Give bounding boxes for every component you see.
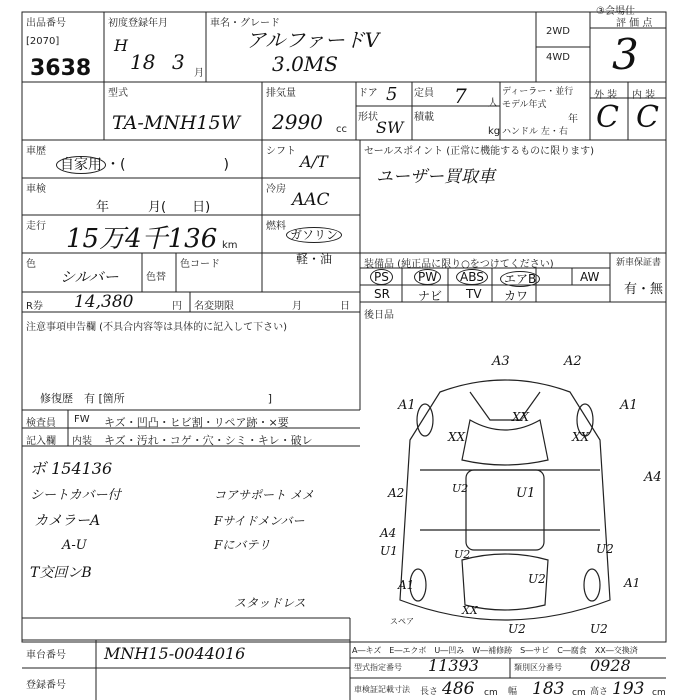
price-unit: 円 <box>172 301 182 312</box>
damage-mark: XX <box>512 410 530 424</box>
damage-mark: A1 <box>624 576 641 590</box>
equip-tv: TV <box>466 287 482 301</box>
inspector-exterior-line: キズ・凹凸・ヒビ割・リペア跡・×要 <box>104 416 289 429</box>
model-name: アルファードV <box>246 28 380 52</box>
model-year-label: モデル年式 <box>502 100 547 110</box>
inspector-label-1: 検査員 <box>26 418 56 429</box>
dimension-label: 車検証記載寸法 <box>354 685 410 694</box>
displacement-value: 2990 <box>272 110 323 134</box>
interior-label: 内 装 <box>632 90 656 101</box>
doors-value: 5 <box>386 84 398 105</box>
color-shade-label: 色替 <box>146 272 166 283</box>
damage-mark: A1 <box>398 578 415 592</box>
registration-label: 登録番号 <box>26 680 66 691</box>
mileage-unit: km <box>222 240 238 251</box>
kg-unit: kg <box>488 126 501 137</box>
reg-label: 初度登録年月 <box>108 18 168 29</box>
after-items-label: 後日品 <box>364 310 394 321</box>
equip-abs <box>456 270 488 284</box>
drive-4wd: 4WD <box>546 52 570 63</box>
inspection-label: 車検 <box>26 184 46 195</box>
note-seat-cover: シートカバー付 <box>30 488 121 503</box>
inspector-interior-line: キズ・汚れ・コゲ・穴・シミ・キレ・破レ <box>104 434 313 447</box>
color-value: シルバー <box>60 268 119 286</box>
equip-ps <box>370 270 393 284</box>
note-member: Fサイドメンバー <box>214 514 305 528</box>
equip-ps-text: PS <box>370 269 393 285</box>
shift-value: A/T <box>300 152 328 171</box>
drive-2wd: 2WD <box>546 26 570 37</box>
exterior-grade: C <box>596 100 619 135</box>
price-value: 14,380 <box>74 292 134 312</box>
shift-label: シフト <box>266 146 296 157</box>
equip-sr: SR <box>374 287 390 301</box>
lot-number: 3638 <box>30 56 92 81</box>
cooler-value: AAC <box>292 190 330 210</box>
note-camera: カメラーA <box>34 513 101 529</box>
damage-mark: U1 <box>516 486 536 501</box>
damage-mark: A4 <box>380 526 397 540</box>
score: 3 <box>612 30 639 79</box>
name-change-label: 名変期限 <box>194 301 234 312</box>
height-unit: cm <box>652 688 666 698</box>
caution-label: 注意事項申告欄 (不具合内容等は具体的に記入して下さい) <box>26 322 287 333</box>
fuel-diesel: 軽・油 <box>296 252 333 266</box>
usage-field <box>56 154 229 174</box>
width-label: 幅 <box>508 687 518 697</box>
reg-month: 3 <box>172 50 185 74</box>
width-unit: cm <box>572 688 586 698</box>
damage-mark: XX <box>572 430 590 444</box>
mileage-value: 15万4千136 <box>66 224 218 254</box>
usage-label: 車歴 <box>26 146 46 157</box>
cc-unit: cc <box>336 124 347 135</box>
type-value: TA-MNH15W <box>112 112 241 134</box>
equip-pw-text: PW <box>414 269 441 285</box>
fuel-label: 燃料 <box>266 221 286 232</box>
damage-mark: U2 <box>596 542 614 556</box>
damage-mark: U2 <box>508 622 526 636</box>
damage-legend: A―キズ E―エクボ U―凹み W―補修跡 S―サビ C―腐食 XX―交換済 <box>352 646 638 655</box>
inspector-label-2: 記入欄 <box>26 436 56 447</box>
equip-aw: AW <box>580 270 600 284</box>
note-odo: ボ 154136 <box>30 459 113 478</box>
equip-abs-text: ABS <box>456 269 488 285</box>
shape-label: 形状 <box>358 112 378 123</box>
load-label: 積載 <box>414 112 434 123</box>
damage-mark: XX <box>462 604 478 617</box>
fuel-gasoline <box>286 226 342 243</box>
category-number-value: 0928 <box>590 656 631 675</box>
note-support: コアサポート メメ <box>214 488 314 502</box>
interior-grade: C <box>636 100 659 135</box>
equip-navi: ナビ <box>418 289 443 303</box>
damage-mark: A4 <box>644 470 662 485</box>
model-name-label: 車名・グレード <box>210 18 280 29</box>
lot-label: 出品番号 <box>26 18 66 29</box>
note-au: A-U <box>62 538 87 553</box>
equipment-label: 装備品 (純正品に限り○をつけてください) <box>364 259 554 270</box>
damage-mark: U1 <box>380 544 398 558</box>
note-studless: スタッドレス <box>234 596 306 610</box>
displacement-label: 排気量 <box>266 88 296 99</box>
dealer-label: ディーラー・並行 <box>502 87 574 97</box>
equip-airbag <box>500 270 540 287</box>
damage-mark: A3 <box>492 354 510 369</box>
damage-mark: A1 <box>398 398 416 413</box>
r-label: R券 <box>26 301 43 312</box>
person-unit: 人 <box>488 98 498 109</box>
damage-mark: U2 <box>454 548 471 561</box>
doors-label: ドア <box>358 88 378 99</box>
mileage-label: 走行 <box>26 221 46 232</box>
month-unit: 月 <box>194 68 204 79</box>
handle-label: ハンドル 左・右 <box>502 127 568 137</box>
color-code-label: 色コード <box>180 259 220 270</box>
warranty-label: 新車保証書 <box>616 258 662 268</box>
top-right-mark: ③会場仕 <box>596 6 635 17</box>
damage-mark: XX <box>448 430 466 444</box>
shape-value: SW <box>376 118 404 137</box>
chassis-value: MNH15-0044016 <box>104 644 246 663</box>
width-value: 183 <box>532 679 565 699</box>
color-label: 色 <box>26 259 36 270</box>
length-label: 長さ <box>420 687 439 697</box>
inspection-value: 年 月( 日) <box>96 200 211 215</box>
reg-era: H <box>114 36 128 55</box>
type-label: 型式 <box>108 88 128 99</box>
length-unit: cm <box>484 688 498 698</box>
reg-year: 18 <box>130 50 156 74</box>
grade: 3.0MS <box>272 52 338 76</box>
fuel-gasoline-text: ガソリン <box>286 227 342 243</box>
damage-mark: U2 <box>590 622 608 636</box>
capacity-value: 7 <box>454 84 467 108</box>
repair-label: 修復歴 有 [箇所 ] <box>40 392 273 405</box>
height-label: 高さ <box>590 687 609 697</box>
spec-number-label: 型式指定番号 <box>354 663 402 672</box>
sales-point-value: ユーザー買取車 <box>376 167 495 187</box>
vehicle-outline <box>400 380 610 620</box>
length-value: 486 <box>442 679 475 699</box>
inspector-interior-label: 内装 <box>72 436 92 447</box>
spare-label: スペア <box>390 617 414 626</box>
exterior-label: 外 装 <box>594 90 618 101</box>
damage-mark: A1 <box>620 398 638 413</box>
equip-leather: カワ <box>504 289 529 303</box>
spec-number-value: 11393 <box>428 656 479 675</box>
chassis-label: 車台番号 <box>26 650 66 661</box>
score-label: 評 価 点 <box>616 18 653 29</box>
sales-point-label: セールスポイント (正常に機能するものに限ります) <box>364 146 595 157</box>
capacity-label: 定員 <box>414 88 434 99</box>
name-change-day: 日 <box>340 301 350 312</box>
height-value: 193 <box>612 679 645 699</box>
usage-rest: ・( ) <box>106 157 229 173</box>
year-unit: 年 <box>568 114 578 125</box>
inspector-fw: FW <box>74 414 90 425</box>
damage-mark: A2 <box>388 486 405 500</box>
name-change-month: 月 <box>292 301 302 312</box>
damage-mark: A2 <box>564 354 582 369</box>
equip-airbag-text: エアB <box>500 271 540 287</box>
warranty-value: 有・無 <box>624 282 664 297</box>
category-number-label: 類別区分番号 <box>514 663 562 672</box>
lot-sub: [2070] <box>26 36 60 47</box>
note-tire: T交回ンB <box>30 565 92 581</box>
damage-mark: U2 <box>452 482 469 495</box>
damage-mark: U2 <box>528 572 546 586</box>
equip-pw <box>414 270 441 284</box>
cooler-label: 冷房 <box>266 184 286 195</box>
note-f-panel: Fにバテリ <box>214 538 271 552</box>
usage-value: 自家用 <box>56 156 106 174</box>
